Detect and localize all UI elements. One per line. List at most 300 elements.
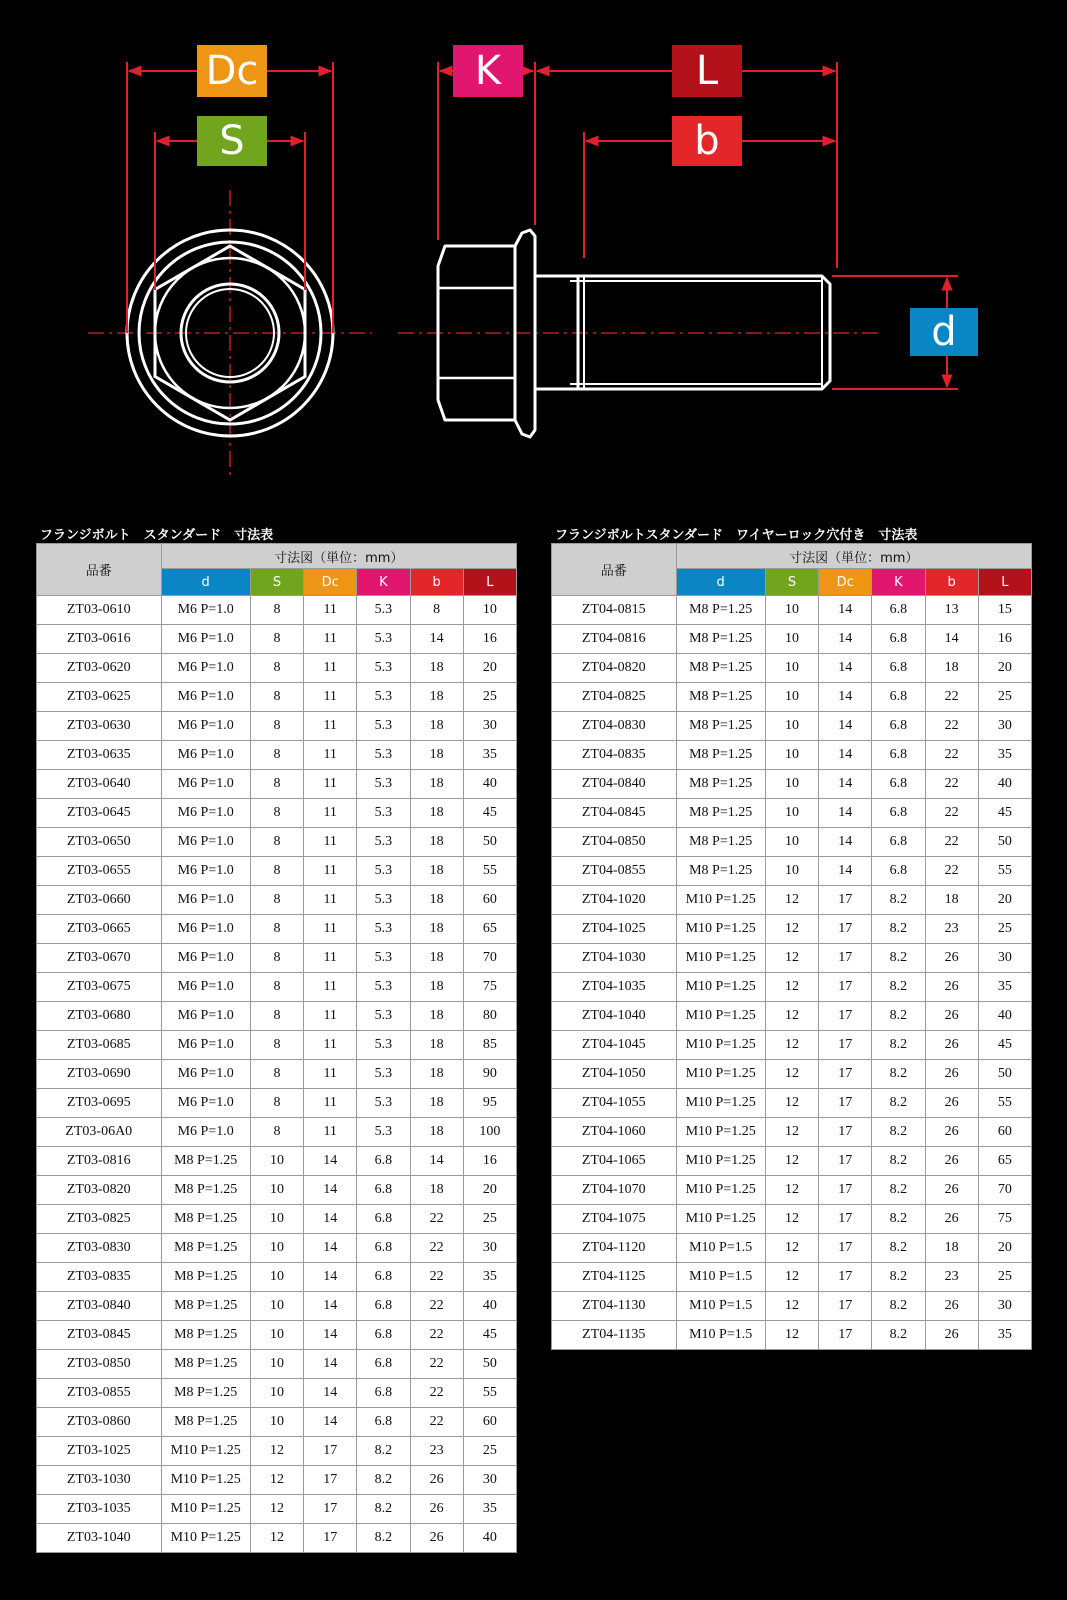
k-cell: 6.8 — [872, 683, 925, 712]
d-cell: M10 P=1.25 — [676, 886, 765, 915]
b-cell: 13 — [925, 596, 978, 625]
l-cell: 55 — [978, 1089, 1031, 1118]
b-cell: 26 — [925, 1205, 978, 1234]
part-number-cell: ZT03-0610 — [37, 596, 162, 625]
k-cell: 5.3 — [357, 886, 410, 915]
s-cell: 10 — [765, 799, 818, 828]
dc-cell: 14 — [819, 828, 872, 857]
part-number-cell: ZT03-0645 — [37, 799, 162, 828]
part-number-cell: ZT03-0840 — [37, 1292, 162, 1321]
table-row — [37, 1002, 517, 1031]
l-cell: 20 — [978, 1234, 1031, 1263]
part-number-cell: ZT04-0820 — [552, 654, 677, 683]
part-number-cell: ZT04-1075 — [552, 1205, 677, 1234]
part-number-cell: ZT03-0655 — [37, 857, 162, 886]
s-cell: 8 — [250, 1118, 303, 1147]
part-number-cell: ZT03-0665 — [37, 915, 162, 944]
part-number-cell: ZT04-1035 — [552, 973, 677, 1002]
l-cell: 40 — [978, 1002, 1031, 1031]
s-cell: 10 — [250, 1176, 303, 1205]
dc-cell: 14 — [304, 1263, 357, 1292]
d-cell: M10 P=1.25 — [676, 1205, 765, 1234]
part-number-cell: ZT04-1070 — [552, 1176, 677, 1205]
dc-cell: 14 — [304, 1350, 357, 1379]
s-cell: 12 — [765, 1234, 818, 1263]
table-row — [37, 1292, 517, 1321]
dc-cell: 17 — [819, 1176, 872, 1205]
d-cell: M6 P=1.0 — [161, 886, 250, 915]
d-cell: M6 P=1.0 — [161, 857, 250, 886]
l-cell: 70 — [463, 944, 516, 973]
l-cell: 100 — [463, 1118, 516, 1147]
l-cell: 30 — [463, 1234, 516, 1263]
s-cell: 8 — [250, 828, 303, 857]
dc-cell: 11 — [304, 683, 357, 712]
d-cell: M8 P=1.25 — [676, 741, 765, 770]
dc-cell: 14 — [819, 741, 872, 770]
k-cell: 8.2 — [872, 1292, 925, 1321]
dc-cell: 17 — [819, 1060, 872, 1089]
k-cell: 8.2 — [872, 1205, 925, 1234]
l-cell: 55 — [978, 857, 1031, 886]
k-cell: 6.8 — [872, 741, 925, 770]
b-cell: 26 — [410, 1495, 463, 1524]
l-cell: 70 — [978, 1176, 1031, 1205]
table-row — [37, 944, 517, 973]
table-row — [552, 1176, 1032, 1205]
d-cell: M10 P=1.25 — [676, 1031, 765, 1060]
k-cell: 5.3 — [357, 1031, 410, 1060]
s-cell: 8 — [250, 596, 303, 625]
k-cell: 8.2 — [357, 1437, 410, 1466]
b-cell: 18 — [925, 654, 978, 683]
k-cell: 6.8 — [872, 799, 925, 828]
d-cell: M10 P=1.25 — [676, 1089, 765, 1118]
l-cell: 50 — [978, 828, 1031, 857]
s-cell: 10 — [765, 596, 818, 625]
k-cell: 8.2 — [872, 1263, 925, 1292]
s-cell: 10 — [250, 1234, 303, 1263]
table-row — [552, 1292, 1032, 1321]
k-cell: 8.2 — [872, 1176, 925, 1205]
s-cell: 8 — [250, 915, 303, 944]
part-number-cell: ZT03-0690 — [37, 1060, 162, 1089]
table-row — [552, 1321, 1032, 1350]
d-cell: M10 P=1.25 — [676, 1176, 765, 1205]
dc-cell: 14 — [819, 799, 872, 828]
s-cell: 10 — [250, 1350, 303, 1379]
dimension-label-d: d — [910, 308, 978, 356]
b-cell: 22 — [410, 1321, 463, 1350]
d-cell: M8 P=1.25 — [676, 683, 765, 712]
part-number-cell: ZT03-0685 — [37, 1031, 162, 1060]
k-cell: 6.8 — [872, 654, 925, 683]
s-cell: 12 — [250, 1466, 303, 1495]
dc-cell: 17 — [819, 886, 872, 915]
part-number-cell: ZT04-1130 — [552, 1292, 677, 1321]
s-cell: 8 — [250, 770, 303, 799]
part-number-cell: ZT04-0830 — [552, 712, 677, 741]
l-cell: 35 — [463, 741, 516, 770]
d-cell: M8 P=1.25 — [676, 799, 765, 828]
b-cell: 18 — [410, 1060, 463, 1089]
s-cell: 10 — [765, 741, 818, 770]
b-cell: 18 — [410, 1031, 463, 1060]
table-row — [37, 1176, 517, 1205]
s-cell: 12 — [765, 1263, 818, 1292]
column-header-k: K — [872, 569, 925, 596]
table-row — [552, 973, 1032, 1002]
part-number-header: 品番 — [552, 544, 677, 596]
k-cell: 6.8 — [357, 1263, 410, 1292]
s-cell: 10 — [250, 1292, 303, 1321]
l-cell: 25 — [978, 683, 1031, 712]
s-cell: 12 — [765, 973, 818, 1002]
table-row — [552, 654, 1032, 683]
dc-cell: 11 — [304, 712, 357, 741]
b-cell: 18 — [410, 712, 463, 741]
table-row — [37, 857, 517, 886]
d-cell: M8 P=1.25 — [676, 654, 765, 683]
s-cell: 10 — [765, 828, 818, 857]
d-cell: M8 P=1.25 — [161, 1292, 250, 1321]
l-cell: 65 — [463, 915, 516, 944]
s-cell: 8 — [250, 1089, 303, 1118]
s-cell: 8 — [250, 973, 303, 1002]
k-cell: 8.2 — [872, 915, 925, 944]
k-cell: 6.8 — [357, 1321, 410, 1350]
part-number-cell: ZT04-1045 — [552, 1031, 677, 1060]
s-cell: 8 — [250, 944, 303, 973]
table-row — [552, 1031, 1032, 1060]
part-number-cell: ZT03-0675 — [37, 973, 162, 1002]
dc-cell: 14 — [304, 1147, 357, 1176]
b-cell: 22 — [410, 1263, 463, 1292]
k-cell: 5.3 — [357, 712, 410, 741]
table-row — [552, 596, 1032, 625]
dc-cell: 17 — [819, 1031, 872, 1060]
column-header-k: K — [357, 569, 410, 596]
s-cell: 10 — [250, 1321, 303, 1350]
dc-cell: 17 — [304, 1495, 357, 1524]
s-cell: 12 — [765, 1118, 818, 1147]
s-cell: 10 — [765, 683, 818, 712]
k-cell: 6.8 — [872, 596, 925, 625]
b-cell: 22 — [925, 683, 978, 712]
dc-cell: 11 — [304, 857, 357, 886]
dimensions-header: 寸法図（単位：mm） — [161, 544, 517, 569]
s-cell: 12 — [250, 1524, 303, 1553]
d-cell: M6 P=1.0 — [161, 1118, 250, 1147]
table-row — [552, 799, 1032, 828]
l-cell: 40 — [463, 1292, 516, 1321]
s-cell: 10 — [250, 1205, 303, 1234]
s-cell: 8 — [250, 1002, 303, 1031]
s-cell: 12 — [765, 1002, 818, 1031]
l-cell: 40 — [463, 770, 516, 799]
d-cell: M10 P=1.25 — [676, 1118, 765, 1147]
b-cell: 18 — [410, 683, 463, 712]
dc-cell: 11 — [304, 828, 357, 857]
k-cell: 6.8 — [872, 770, 925, 799]
dc-cell: 14 — [304, 1234, 357, 1263]
table-title-standard: フランジボルト スタンダード 寸法表 — [40, 528, 274, 543]
s-cell: 10 — [250, 1147, 303, 1176]
d-cell: M6 P=1.0 — [161, 770, 250, 799]
part-number-cell: ZT03-1035 — [37, 1495, 162, 1524]
dc-cell: 11 — [304, 596, 357, 625]
table-row — [37, 1379, 517, 1408]
table-row — [552, 1263, 1032, 1292]
s-cell: 12 — [765, 1292, 818, 1321]
part-number-cell: ZT04-1025 — [552, 915, 677, 944]
d-cell: M6 P=1.0 — [161, 1089, 250, 1118]
part-number-cell: ZT03-0635 — [37, 741, 162, 770]
b-cell: 18 — [410, 799, 463, 828]
dc-cell: 17 — [819, 1263, 872, 1292]
l-cell: 15 — [978, 596, 1031, 625]
spec-table-standard — [36, 543, 517, 1553]
part-number-cell: ZT03-0650 — [37, 828, 162, 857]
table-row — [37, 1466, 517, 1495]
b-cell: 18 — [410, 857, 463, 886]
dc-cell: 11 — [304, 625, 357, 654]
d-cell: M10 P=1.5 — [676, 1234, 765, 1263]
part-number-cell: ZT03-0630 — [37, 712, 162, 741]
table-row — [37, 915, 517, 944]
dc-cell: 11 — [304, 1089, 357, 1118]
l-cell: 10 — [463, 596, 516, 625]
table-row — [37, 654, 517, 683]
table-row — [37, 596, 517, 625]
b-cell: 18 — [410, 1002, 463, 1031]
column-header-s: S — [765, 569, 818, 596]
dc-cell: 11 — [304, 741, 357, 770]
l-cell: 55 — [463, 1379, 516, 1408]
table-row — [552, 1147, 1032, 1176]
column-header-b: b — [925, 569, 978, 596]
b-cell: 14 — [410, 1147, 463, 1176]
d-cell: M8 P=1.25 — [676, 596, 765, 625]
dc-cell: 14 — [304, 1379, 357, 1408]
l-cell: 35 — [463, 1263, 516, 1292]
b-cell: 22 — [925, 857, 978, 886]
table-row — [37, 1089, 517, 1118]
column-header-dc: Dc — [819, 569, 872, 596]
table-row — [552, 1089, 1032, 1118]
l-cell: 20 — [978, 886, 1031, 915]
table-row — [37, 1118, 517, 1147]
l-cell: 60 — [978, 1118, 1031, 1147]
table-row — [552, 1234, 1032, 1263]
d-cell: M8 P=1.25 — [161, 1234, 250, 1263]
l-cell: 16 — [463, 625, 516, 654]
k-cell: 8.2 — [872, 1147, 925, 1176]
b-cell: 26 — [410, 1466, 463, 1495]
part-number-cell: ZT04-0835 — [552, 741, 677, 770]
table-row — [37, 1263, 517, 1292]
s-cell: 8 — [250, 712, 303, 741]
dc-cell: 17 — [819, 1321, 872, 1350]
b-cell: 18 — [410, 886, 463, 915]
b-cell: 26 — [925, 973, 978, 1002]
l-cell: 60 — [463, 886, 516, 915]
l-cell: 40 — [978, 770, 1031, 799]
k-cell: 8.2 — [872, 944, 925, 973]
l-cell: 50 — [463, 828, 516, 857]
s-cell: 8 — [250, 857, 303, 886]
d-cell: M8 P=1.25 — [161, 1321, 250, 1350]
s-cell: 12 — [250, 1495, 303, 1524]
s-cell: 12 — [765, 915, 818, 944]
d-cell: M8 P=1.25 — [676, 828, 765, 857]
d-cell: M6 P=1.0 — [161, 973, 250, 1002]
table-row — [37, 973, 517, 1002]
s-cell: 10 — [250, 1408, 303, 1437]
column-header-l: L — [978, 569, 1031, 596]
l-cell: 20 — [463, 1176, 516, 1205]
part-number-cell: ZT03-0670 — [37, 944, 162, 973]
l-cell: 45 — [978, 1031, 1031, 1060]
l-cell: 50 — [463, 1350, 516, 1379]
k-cell: 5.3 — [357, 915, 410, 944]
part-number-cell: ZT04-1020 — [552, 886, 677, 915]
dc-cell: 17 — [819, 1089, 872, 1118]
b-cell: 23 — [925, 1263, 978, 1292]
s-cell: 8 — [250, 886, 303, 915]
d-cell: M10 P=1.25 — [676, 1147, 765, 1176]
d-cell: M6 P=1.0 — [161, 596, 250, 625]
l-cell: 30 — [463, 712, 516, 741]
l-cell: 30 — [463, 1466, 516, 1495]
table-row — [37, 1495, 517, 1524]
l-cell: 85 — [463, 1031, 516, 1060]
table-body — [552, 596, 1032, 1350]
d-cell: M8 P=1.25 — [161, 1263, 250, 1292]
l-cell: 75 — [463, 973, 516, 1002]
part-number-cell: ZT03-0850 — [37, 1350, 162, 1379]
part-number-cell: ZT04-1125 — [552, 1263, 677, 1292]
k-cell: 5.3 — [357, 1089, 410, 1118]
dc-cell: 11 — [304, 799, 357, 828]
d-cell: M6 P=1.0 — [161, 1031, 250, 1060]
k-cell: 8.2 — [872, 1089, 925, 1118]
s-cell: 8 — [250, 1031, 303, 1060]
part-number-cell: ZT03-0816 — [37, 1147, 162, 1176]
b-cell: 22 — [925, 770, 978, 799]
table-row — [37, 712, 517, 741]
k-cell: 6.8 — [872, 857, 925, 886]
part-number-cell: ZT04-0815 — [552, 596, 677, 625]
d-cell: M8 P=1.25 — [161, 1379, 250, 1408]
dc-cell: 17 — [819, 1292, 872, 1321]
dc-cell: 17 — [819, 1147, 872, 1176]
table-row — [552, 1002, 1032, 1031]
b-cell: 26 — [925, 944, 978, 973]
k-cell: 6.8 — [357, 1379, 410, 1408]
s-cell: 10 — [250, 1379, 303, 1408]
d-cell: M8 P=1.25 — [161, 1350, 250, 1379]
d-cell: M8 P=1.25 — [676, 625, 765, 654]
table-row — [552, 944, 1032, 973]
k-cell: 5.3 — [357, 944, 410, 973]
s-cell: 8 — [250, 625, 303, 654]
dc-cell: 11 — [304, 944, 357, 973]
d-cell: M10 P=1.25 — [161, 1524, 250, 1553]
l-cell: 35 — [463, 1495, 516, 1524]
dimensions-header: 寸法図（単位：mm） — [676, 544, 1032, 569]
d-cell: M8 P=1.25 — [161, 1147, 250, 1176]
dc-cell: 11 — [304, 1118, 357, 1147]
dc-cell: 17 — [819, 915, 872, 944]
s-cell: 12 — [765, 1060, 818, 1089]
k-cell: 5.3 — [357, 741, 410, 770]
part-number-cell: ZT03-1030 — [37, 1466, 162, 1495]
b-cell: 22 — [410, 1379, 463, 1408]
k-cell: 5.3 — [357, 973, 410, 1002]
k-cell: 5.3 — [357, 1060, 410, 1089]
b-cell: 14 — [410, 625, 463, 654]
k-cell: 5.3 — [357, 857, 410, 886]
d-cell: M6 P=1.0 — [161, 915, 250, 944]
d-cell: M10 P=1.25 — [676, 1060, 765, 1089]
dc-cell: 17 — [304, 1437, 357, 1466]
b-cell: 26 — [925, 1292, 978, 1321]
b-cell: 18 — [410, 915, 463, 944]
s-cell: 10 — [765, 857, 818, 886]
table-row — [37, 1437, 517, 1466]
k-cell: 6.8 — [357, 1408, 410, 1437]
table-row — [37, 1350, 517, 1379]
s-cell: 10 — [765, 625, 818, 654]
b-cell: 18 — [410, 741, 463, 770]
dc-cell: 14 — [819, 857, 872, 886]
b-cell: 22 — [925, 828, 978, 857]
d-cell: M10 P=1.25 — [676, 1002, 765, 1031]
table-row — [552, 886, 1032, 915]
table-row — [37, 799, 517, 828]
d-cell: M6 P=1.0 — [161, 828, 250, 857]
b-cell: 18 — [410, 944, 463, 973]
b-cell: 22 — [410, 1350, 463, 1379]
part-number-cell: ZT04-1060 — [552, 1118, 677, 1147]
column-header-b: b — [410, 569, 463, 596]
b-cell: 26 — [925, 1118, 978, 1147]
dc-cell: 17 — [819, 1002, 872, 1031]
dc-cell: 14 — [304, 1321, 357, 1350]
k-cell: 8.2 — [872, 1234, 925, 1263]
table-row — [37, 1060, 517, 1089]
k-cell: 6.8 — [357, 1176, 410, 1205]
dc-cell: 14 — [819, 596, 872, 625]
d-cell: M6 P=1.0 — [161, 741, 250, 770]
k-cell: 6.8 — [357, 1205, 410, 1234]
column-header-l: L — [463, 569, 516, 596]
d-cell: M10 P=1.5 — [676, 1321, 765, 1350]
l-cell: 90 — [463, 1060, 516, 1089]
l-cell: 75 — [978, 1205, 1031, 1234]
column-header-dc: Dc — [304, 569, 357, 596]
l-cell: 30 — [978, 1292, 1031, 1321]
part-number-cell: ZT04-0845 — [552, 799, 677, 828]
b-cell: 8 — [410, 596, 463, 625]
l-cell: 55 — [463, 857, 516, 886]
table-row — [37, 741, 517, 770]
table-row — [37, 1147, 517, 1176]
b-cell: 18 — [925, 1234, 978, 1263]
dc-cell: 14 — [304, 1176, 357, 1205]
part-number-cell: ZT04-0816 — [552, 625, 677, 654]
